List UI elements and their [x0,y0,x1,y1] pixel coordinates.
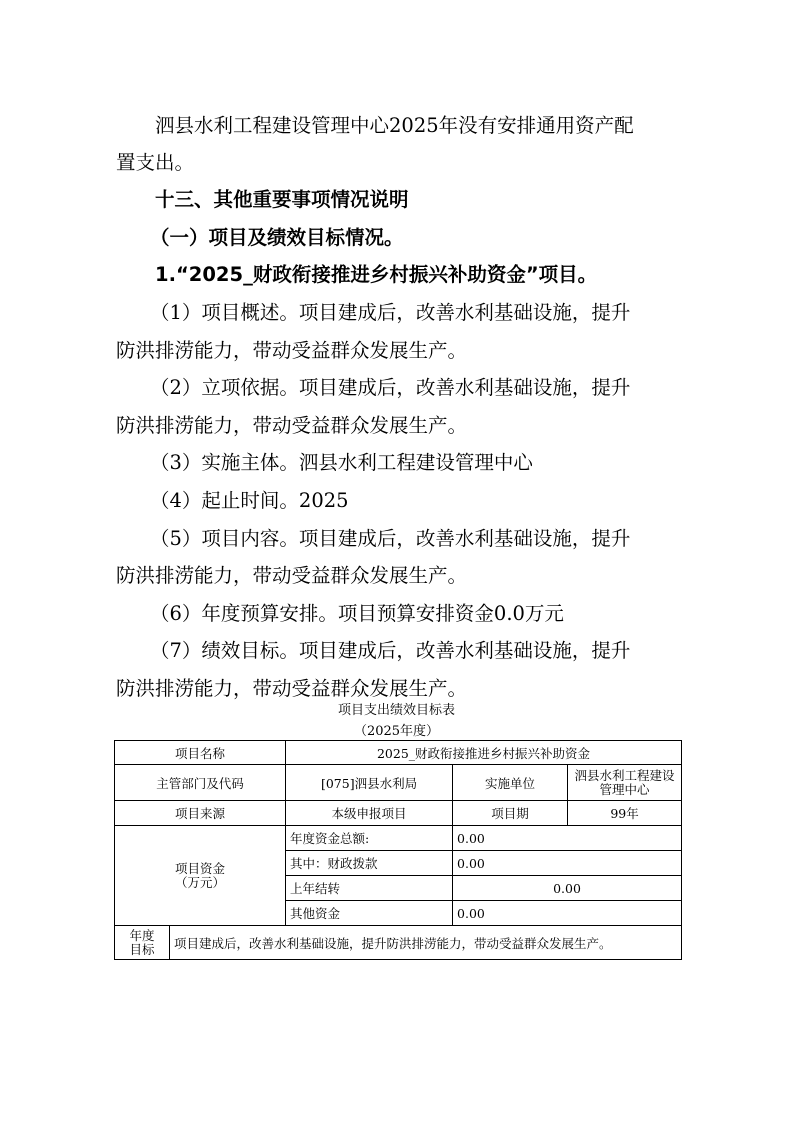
funds-label-line: （万元） [175,874,226,890]
table-row [115,741,682,765]
paragraph-line: （2）立项依据。项目建成后，改善水利基础设施，提升 [150,376,631,399]
project-name-label: 项目名称 [115,741,286,765]
unit-value [568,765,682,801]
section-heading: 十三、其他重要事项情况说明 [155,188,409,211]
table-title: 项目支出绩效目标表 [337,703,455,718]
dept-value: [075]泗县水利局 [286,765,453,801]
unit-label: 实施单位 [453,765,568,801]
paragraph-line: 置支出。 [116,151,195,174]
table-subtitle: （2025年度） [353,724,440,739]
paragraph-line: （3）实施主体。泗县水利工程建设管理中心 [150,451,533,474]
total-funds-value: 0.00 [453,826,682,851]
other-funds-value: 0.00 [453,901,682,926]
fiscal-funds-value: 0.00 [453,851,682,876]
paragraph-line: 防洪排涝能力，带动受益群众发展生产。 [116,677,468,700]
paragraph-line: （1）项目概述。项目建成后，改善水利基础设施，提升 [150,301,631,324]
total-funds-label: 年度资金总额: [286,826,453,851]
dept-label: 主管部门及代码 [115,765,286,801]
paragraph-line: （5）项目内容。项目建成后，改善水利基础设施，提升 [150,527,631,550]
performance-table [114,740,682,960]
fiscal-funds-label: 其中：财政拨款 [286,851,453,876]
carryover-value: 0.00 [453,876,682,901]
paragraph-line: （6）年度预算安排。项目预算安排资金0.0万元 [150,602,564,625]
period-value: 99年 [568,801,682,826]
paragraph-line: 防洪排涝能力，带动受益群众发展生产。 [116,414,468,437]
goal-label [115,926,170,960]
other-funds-label: 其他资金 [286,901,453,926]
goal-value: 项目建成后，改善水利基础设施，提升防洪排涝能力，带动受益群众发展生产。 [170,926,682,960]
paragraph-line: （7）绩效目标。项目建成后，改善水利基础设施，提升 [150,639,631,662]
source-label: 项目来源 [115,801,286,826]
goal-label-line: 年度 [129,927,155,943]
unit-value-line: 泗县水利工程建设 [574,767,675,783]
carryover-label: 上年结转 [286,876,453,901]
project-heading: 1.“2025_财政衔接推进乡村振兴补助资金”项目。 [155,263,598,286]
paragraph-line: （4）起止时间。2025 [150,489,349,512]
unit-value-line: 管理中心 [599,781,650,797]
table-row [115,801,682,826]
paragraph-line: 防洪排涝能力，带动受益群众发展生产。 [116,564,468,587]
table-row [115,765,682,801]
table-row [115,926,682,960]
funds-label [115,826,286,926]
source-value: 本级申报项目 [286,801,453,826]
paragraph-line: 防洪排涝能力，带动受益群众发展生产。 [116,339,468,362]
goal-label-line: 目标 [129,941,155,957]
subsection-heading: （一）项目及绩效目标情况。 [150,226,404,249]
paragraph-line: 泗县水利工程建设管理中心2025年没有安排通用资产配 [155,114,634,137]
project-name-value: 2025_财政衔接推进乡村振兴补助资金 [286,741,682,765]
period-label: 项目期 [453,801,568,826]
table-row [115,826,682,851]
funds-label-line: 项目资金 [175,860,226,876]
